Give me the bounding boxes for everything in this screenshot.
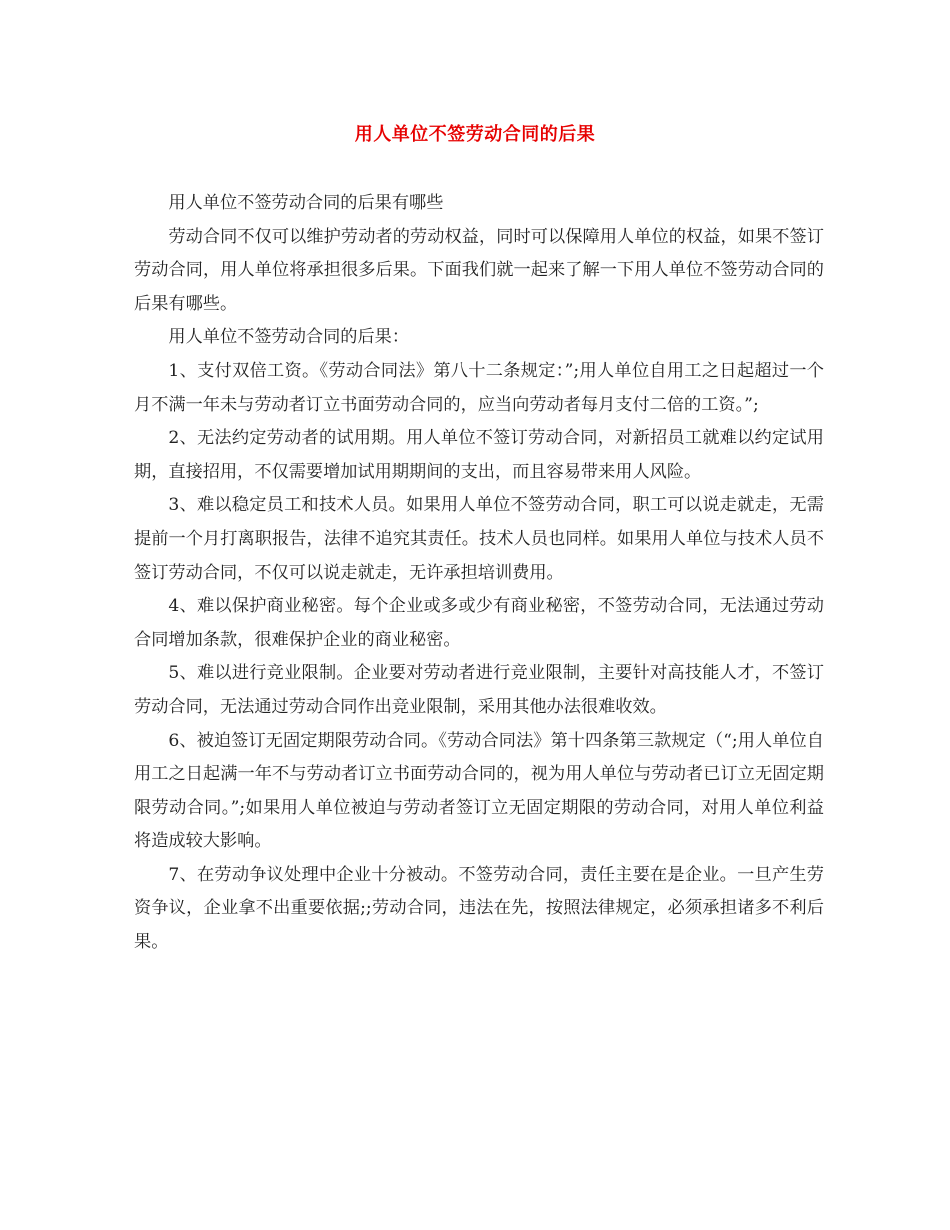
paragraph-intro: 劳动合同不仅可以维护劳动者的劳动权益，同时可以保障用人单位的权益，如果不签订劳动合同，用人单位将承担很多后果。下面我们就一起来了解一下用人单位不签劳动合同的后果有哪些。 [134,226,824,314]
document-title: 用人单位不签劳动合同的后果 [354,124,596,145]
paragraph-item-4: 4、难以保护商业秘密。每个企业或多或少有商业秘密，不签劳动合同，无法通过劳动合同增加条款，很难保护企业的商业秘密。 [134,596,824,650]
paragraph-lead: 用人单位不签劳动合同的后果： [168,327,410,348]
paragraph-subtitle: 用人单位不签劳动合同的后果有哪些 [168,193,444,213]
paragraph-item-3: 3、难以稳定员工和技术人员。如果用人单位不签劳动合同，职工可以说走就走，无需提前一个月打离职报告，法律不追究其责任。技术人员也同样。如果用人单位与技术人员不签订劳动合同，不仅可以说走就走，无许承担培训费用。 [134,495,824,583]
paragraph-item-6: 6、被迫签订无固定期限劳动合同。《劳动合同法》第十四条第三款规定（“;用人单位自用工之日起满一年不与劳动者订立书面劳动合同的，视为用人单位与劳动者已订立无固定期限劳动合同。”;如果用人单位被迫与劳动者签订立无固定期限的劳动合同，对用人单位利益将造成较大影响。 [134,730,824,852]
paragraph-item-2: 2、无法约定劳动者的试用期。用人单位不签订劳动合同，对新招员工就难以约定试用期，直接招用，不仅需要增加试用期期间的支出，而且容易带来用人风险。 [134,428,824,482]
paragraph-item-1: 1、支付双倍工资。《劳动合同法》第八十二条规定：”;用人单位自用工之日起超过一个月不满一年未与劳动者订立书面劳动合同的，应当向劳动者每月支付二倍的工资。”; [134,360,824,415]
paragraph-item-7: 7、在劳动争议处理中企业十分被动。不签劳动合同，责任主要在是企业。一旦产生劳资争议，企业拿不出重要依据;;劳动合同，违法在先，按照法律规定，必须承担诸多不利后果。 [134,864,824,953]
paragraph-item-5: 5、难以进行竞业限制。企业要对劳动者进行竞业限制，主要针对高技能人才，不签订劳动合同，无法通过劳动合同作出竞业限制，采用其他办法很难收效。 [134,663,824,717]
document-body [134,187,824,960]
